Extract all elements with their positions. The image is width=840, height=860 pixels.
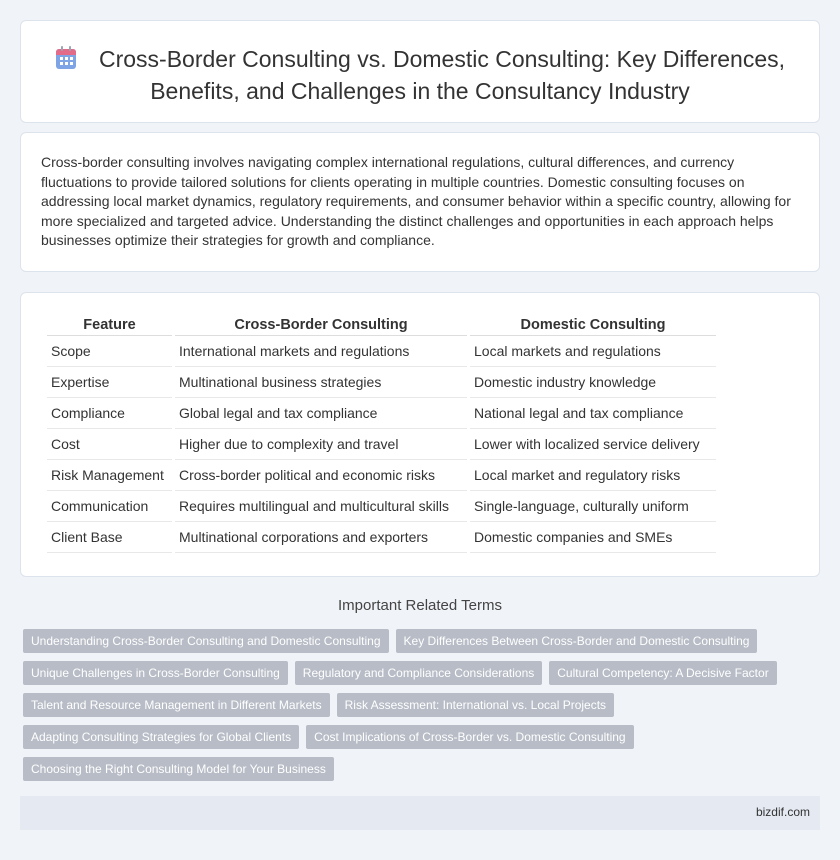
column-header-domestic: Domestic Consulting bbox=[470, 313, 716, 336]
comparison-table bbox=[44, 313, 719, 553]
intro-paragraph: Cross-border consulting involves navigating complex international regulations, cultural differences, and currency fluctuations to provide tailored solutions for clients operating in multiple countries. Domestic consulting focuses on addressing local market dynamics, regulatory requirements, and consumer behavior within a specific country, allowing for more specialized and targeted advice. Understanding the distinct challenges and opportunities in each approach helps businesses optimize their strategies for growth and compliance. bbox=[41, 154, 791, 249]
table-cell: Multinational business strategies bbox=[175, 367, 467, 398]
table-cell: Risk Management bbox=[47, 460, 172, 491]
table-cell: Scope bbox=[47, 336, 172, 367]
related-term-tag[interactable]: Key Differences Between Cross-Border and Domestic Consulting bbox=[396, 629, 758, 653]
related-term-tag[interactable]: Adapting Consulting Strategies for Global Clients bbox=[23, 725, 299, 749]
table-cell: Local market and regulatory risks bbox=[470, 460, 716, 491]
table-cell: Domestic companies and SMEs bbox=[470, 522, 716, 553]
related-term-tag[interactable]: Regulatory and Compliance Considerations bbox=[295, 661, 542, 685]
related-term-tag[interactable]: Unique Challenges in Cross-Border Consulting bbox=[23, 661, 288, 685]
related-terms-heading: Important Related Terms bbox=[338, 597, 502, 614]
table-cell: Local markets and regulations bbox=[470, 336, 716, 367]
table-row bbox=[47, 460, 716, 491]
table-cell: Cost bbox=[47, 429, 172, 460]
calendar-icon bbox=[55, 46, 77, 77]
table-row bbox=[47, 367, 716, 398]
table-cell: Higher due to complexity and travel bbox=[175, 429, 467, 460]
table-cell: Expertise bbox=[47, 367, 172, 398]
intro-card bbox=[20, 132, 820, 272]
table-cell: Domestic industry knowledge bbox=[470, 367, 716, 398]
column-header-cross-border: Cross-Border Consulting bbox=[175, 313, 467, 336]
title-card bbox=[20, 20, 820, 123]
related-term-tag[interactable]: Choosing the Right Consulting Model for Your Business bbox=[23, 757, 334, 781]
related-terms-list bbox=[23, 629, 823, 789]
table-cell: Cross-border political and economic risks bbox=[175, 460, 467, 491]
comparison-card bbox=[20, 292, 820, 577]
related-term-tag[interactable]: Cultural Competency: A Decisive Factor bbox=[549, 661, 776, 685]
table-cell: Requires multilingual and multicultural skills bbox=[175, 491, 467, 522]
table-cell: Multinational corporations and exporters bbox=[175, 522, 467, 553]
table-row bbox=[47, 491, 716, 522]
table-row bbox=[47, 398, 716, 429]
site-name[interactable]: bizdif.com bbox=[755, 805, 810, 819]
table-cell: Client Base bbox=[47, 522, 172, 553]
related-term-tag[interactable]: Cost Implications of Cross-Border vs. Domestic Consulting bbox=[306, 725, 633, 749]
page-title-text: Cross-Border Consulting vs. Domestic Consulting: Key Differences, Benefits, and Challenges in the Consultancy Industry bbox=[98, 46, 785, 104]
table-cell: Lower with localized service delivery bbox=[470, 429, 716, 460]
table-header-row bbox=[47, 313, 716, 336]
column-header-feature: Feature bbox=[47, 313, 172, 336]
table-cell: Compliance bbox=[47, 398, 172, 429]
related-term-tag[interactable]: Talent and Resource Management in Different Markets bbox=[23, 693, 330, 717]
related-term-tag[interactable]: Risk Assessment: International vs. Local Projects bbox=[337, 693, 614, 717]
footer bbox=[20, 796, 820, 830]
table-cell: National legal and tax compliance bbox=[470, 398, 716, 429]
table-row bbox=[47, 429, 716, 460]
table-row bbox=[47, 522, 716, 553]
table-cell: Communication bbox=[47, 491, 172, 522]
table-cell: Global legal and tax compliance bbox=[175, 398, 467, 429]
table-cell: Single-language, culturally uniform bbox=[470, 491, 716, 522]
page-title bbox=[21, 21, 819, 106]
table-row bbox=[47, 336, 716, 367]
related-term-tag[interactable]: Understanding Cross-Border Consulting and Domestic Consulting bbox=[23, 629, 389, 653]
table-cell: International markets and regulations bbox=[175, 336, 467, 367]
